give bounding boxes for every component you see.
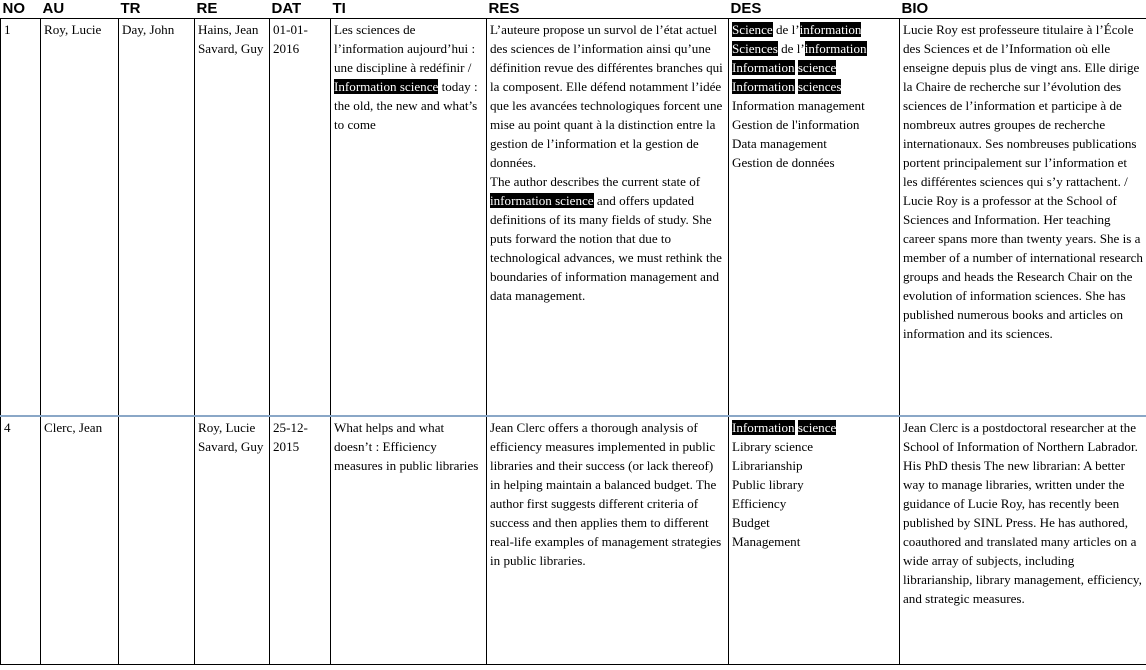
cell-tr[interactable]: Day, John xyxy=(119,19,195,417)
table-row xyxy=(1,19,1146,417)
search-highlight: Information xyxy=(732,420,795,435)
header-bio: BIO xyxy=(900,0,1146,19)
search-highlight: Sciences xyxy=(732,41,778,56)
descriptor xyxy=(732,20,897,39)
search-highlight: information science xyxy=(490,193,594,208)
cell-tr[interactable] xyxy=(119,416,195,665)
cell-re[interactable]: Hains, Jean Savard, Guy xyxy=(195,19,270,417)
descriptor: Budget xyxy=(732,515,770,530)
descriptor: Librarianship xyxy=(732,458,803,473)
cell-bio[interactable]: Jean Clerc is a postdoctoral researcher at the School of Information of Northern Labrador. His PhD thesis The new librarian: A better way to manage libraries, written under the guidance of Lucie Roy, has recently been published by SINL Press. He has authored, coauthored and translated many articles on a wide array of subjects, including librarianship, library management, efficiency, and strategic measures. xyxy=(900,416,1146,665)
descriptor: Management xyxy=(732,534,801,549)
descriptor xyxy=(732,77,897,96)
search-highlight: Science xyxy=(732,22,773,37)
cell-au[interactable]: Clerc, Jean xyxy=(41,416,119,665)
header-no: NO xyxy=(1,0,41,19)
header-au: AU xyxy=(41,0,119,19)
cell-dat[interactable]: 25-12-2015 xyxy=(270,416,331,665)
search-highlight: information xyxy=(799,22,862,37)
table-row xyxy=(1,416,1146,665)
cell-au[interactable]: Roy, Lucie xyxy=(41,19,119,417)
descriptor xyxy=(732,39,897,58)
res-en-text-rest: and offers updated definitions of its many fields of study. She puts forward the notion that due to technological advances, we must rethink the boundaries of information management and data management. xyxy=(490,193,722,303)
header-row xyxy=(1,0,1146,19)
cell-re[interactable]: Roy, Lucie Savard, Guy xyxy=(195,416,270,665)
descriptor: Data management xyxy=(732,136,827,151)
descriptor: Information management xyxy=(732,98,865,113)
cell-bio[interactable]: Lucie Roy est professeure titulaire à l’École des Sciences et de l’Information où elle enseigne depuis plus de vingt ans. Elle dirige la Chaire de recherche sur l’évolution des sciences de l’information et participe à de nombreux autres groupes de recherche internationaux. Ses nombreuses publications portent principalement sur l’information et les différentes sciences qui s’y rattachent. / Lucie Roy is a professor at the School of Sciences and Information. Her teaching career spans more than twenty years. She is a member of a number of international research groups and heads the Research Chair on the evolution of information sciences. She has published numerous books and articles on information and its sciences. xyxy=(900,19,1146,417)
search-highlight: Information science xyxy=(334,79,439,94)
ti-text-rest: today : the old, the new and what’s to come xyxy=(334,79,478,132)
search-highlight: sciences xyxy=(797,79,842,94)
ti-text: Les sciences de l’information aujourd’hui : une discipline à redéfinir / xyxy=(334,22,476,75)
search-highlight: Information xyxy=(732,60,795,75)
descriptor: Public library xyxy=(732,477,804,492)
cell-ti[interactable] xyxy=(331,19,487,417)
descriptor-sep: de l’ xyxy=(777,41,805,56)
res-fr-text: L’auteure propose un survol de l’état actuel des sciences de l’information ainsi qu’une définition revue des différentes branches qui la composent. Elle défend notamment l’idée que les avancées technologiques forcent une mise au point quant à la distinction entre la gestion de l’information et la gestion de données. xyxy=(490,22,723,170)
descriptor: Efficiency xyxy=(732,496,787,511)
header-dat: DAT xyxy=(270,0,331,19)
search-highlight: science xyxy=(797,60,837,75)
cell-ti[interactable]: What helps and what doesn’t : Efficiency measures in public libraries xyxy=(331,416,487,665)
cell-des[interactable] xyxy=(729,416,900,665)
descriptor: Library science xyxy=(732,439,814,454)
cell-dat[interactable]: 01-01-2016 xyxy=(270,19,331,417)
descriptor xyxy=(732,58,897,77)
descriptor-sep: de l’ xyxy=(772,22,800,37)
descriptor: Gestion de données xyxy=(732,155,835,170)
descriptor xyxy=(732,418,897,437)
header-des: DES xyxy=(729,0,900,19)
cell-res[interactable] xyxy=(487,19,729,417)
descriptor: Gestion de l'information xyxy=(732,117,860,132)
header-tr: TR xyxy=(119,0,195,19)
res-en-text: The author describes the current state of xyxy=(490,174,701,189)
cell-des[interactable] xyxy=(729,19,900,417)
cell-no[interactable]: 1 xyxy=(1,19,41,417)
search-highlight: Information xyxy=(732,79,795,94)
header-re: RE xyxy=(195,0,270,19)
header-ti: TI xyxy=(331,0,487,19)
cell-res[interactable]: Jean Clerc offers a thorough analysis of efficiency measures implemented in public libraries and their success (or lack thereof) in helping maintain a balanced budget. The author first suggests different criteria of success and then applies them to different real-life examples of management strategies in public libraries. xyxy=(487,416,729,665)
cell-no[interactable]: 4 xyxy=(1,416,41,665)
search-highlight: science xyxy=(797,420,837,435)
search-highlight: information xyxy=(804,41,867,56)
header-res: RES xyxy=(487,0,729,19)
